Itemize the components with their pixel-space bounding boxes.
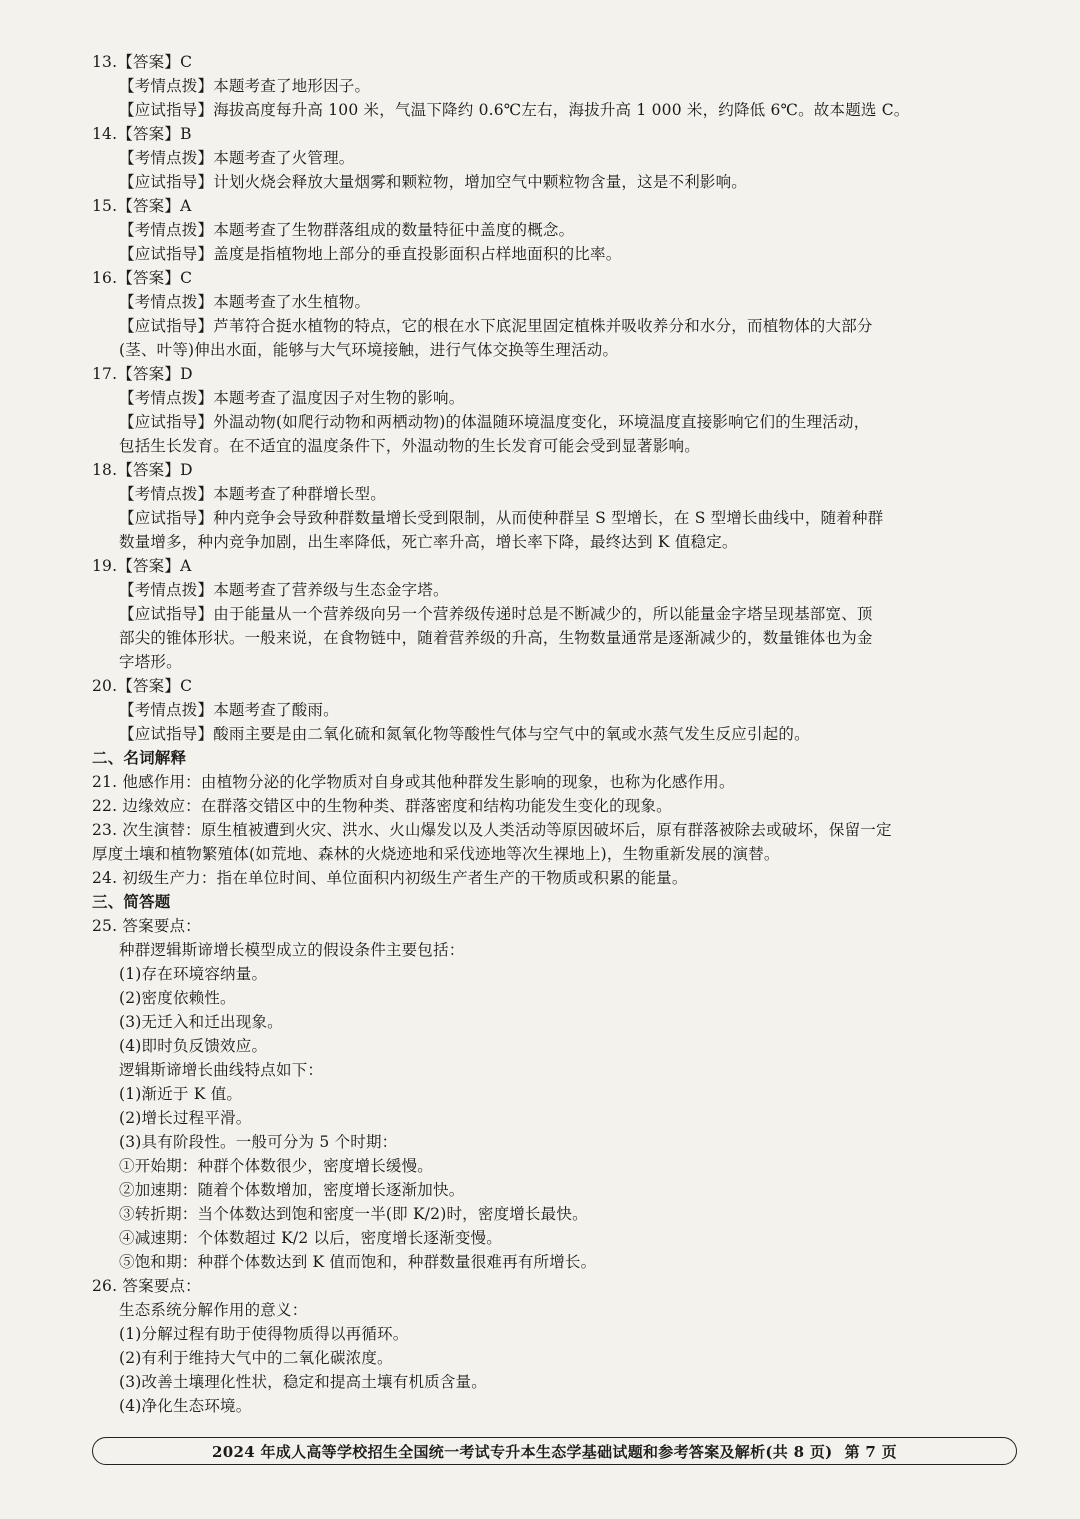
item-17-point: 【考情点拨】本题考查了温度因子对生物的影响。 [119,389,465,407]
q25-line: (2)增长过程平滑。 [119,1109,252,1127]
page-footer [92,1437,1017,1465]
q25-line: ②加速期：随着个体数增加，密度增长逐渐加快。 [119,1181,465,1199]
item-18-guide-line1: 【应试指导】种内竞争会导致种群数量增长受到限制，从而使种群呈 S 型增长，在 S 型增长曲线中，随着种群 [119,509,884,527]
item-19-guide-line1: 【应试指导】由于能量从一个营养级向另一个营养级传递时总是不断减少的，所以能量金字塔呈现基部宽、顶 [119,605,873,623]
footer-title: 2024 年成人高等学校招生全国统一考试专升本生态学基础试题和参考答案及解析(共 8 页) [212,1442,833,1461]
term-24: 24. 初级生产力：指在单位时间、单位面积内初级生产者生产的干物质或积累的能量。 [92,869,688,887]
q26-head: 26. 答案要点： [92,1277,201,1295]
item-15-point: 【考情点拨】本题考查了生物群落组成的数量特征中盖度的概念。 [119,221,575,239]
answer-content [92,50,1037,1418]
item-18-answer: 18.【答案】D [92,461,193,479]
q25-line: 逻辑斯谛增长曲线特点如下： [119,1061,324,1079]
item-19-guide-line3: 字塔形。 [119,653,182,671]
item-14-guide: 【应试指导】计划火烧会释放大量烟雾和颗粒物，增加空气中颗粒物含量，这是不利影响。 [119,173,748,191]
q25-line: (3)具有阶段性。一般可分为 5 个时期： [119,1133,398,1151]
q25-line: (2)密度依赖性。 [119,989,236,1007]
item-20-answer: 20.【答案】C [92,677,193,695]
q26-line: (1)分解过程有助于使得物质得以再循环。 [119,1325,409,1343]
q26-line: (3)改善土壤理化性状，稳定和提高土壤有机质含量。 [119,1373,487,1391]
q25-line: ①开始期：种群个体数很少，密度增长缓慢。 [119,1157,434,1175]
q25-line: (1)渐近于 K 值。 [119,1085,243,1103]
q25-line: ③转折期：当个体数达到饱和密度一半(即 K/2)时，密度增长最快。 [119,1205,588,1223]
item-14-point: 【考情点拨】本题考查了火管理。 [119,149,355,167]
item-18-guide-line2: 数量增多，种内竞争加剧，出生率降低，死亡率升高，增长率下降，最终达到 K 值稳定。 [119,533,738,551]
q25-line: 种群逻辑斯谛增长模型成立的假设条件主要包括： [119,941,465,959]
section-2-title: 二、名词解释 [92,748,187,767]
item-17-guide-line1: 【应试指导】外温动物(如爬行动物和两栖动物)的体温随环境温度变化，环境温度直接影响它们的生理活动， [119,413,870,431]
q26-line: (2)有利于维持大气中的二氧化碳浓度。 [119,1349,393,1367]
term-22: 22. 边缘效应：在群落交错区中的生物种类、群落密度和结构功能发生变化的现象。 [92,797,672,815]
item-15-answer: 15.【答案】A [92,197,192,215]
item-20-guide: 【应试指导】酸雨主要是由二氧化硫和氮氧化物等酸性气体与空气中的氧或水蒸气发生反应引起的。 [119,725,810,743]
item-14-answer: 14.【答案】B [92,125,192,143]
item-16-answer: 16.【答案】C [92,269,193,287]
item-20-point: 【考情点拨】本题考查了酸雨。 [119,701,339,719]
term-21: 21. 他感作用：由植物分泌的化学物质对自身或其他种群发生影响的现象，也称为化感作用。 [92,773,735,791]
item-16-guide-line2: (茎、叶等)伸出水面，能够与大气环境接触，进行气体交换等生理活动。 [119,341,619,359]
q25-line: ⑤饱和期：种群个体数达到 K 值而饱和，种群数量很难再有所增长。 [119,1253,597,1271]
item-19-answer: 19.【答案】A [92,557,192,575]
item-18-point: 【考情点拨】本题考查了种群增长型。 [119,485,386,503]
q25-head: 25. 答案要点： [92,917,201,935]
item-19-guide-line2: 部尖的锥体形状。一般来说，在食物链中，随着营养级的升高，生物数量通常是逐渐减少的，数量锥体也为金 [119,629,873,647]
q26-line: (4)净化生态环境。 [119,1397,252,1415]
footer-page-number: 第 7 页 [844,1442,897,1461]
q25-line: (4)即时负反馈效应。 [119,1037,268,1055]
term-23-line2: 厚度土壤和植物繁殖体(如荒地、森林的火烧迹地和采伐迹地等次生裸地上)，生物重新发展的演替。 [92,845,780,863]
item-16-point: 【考情点拨】本题考查了水生植物。 [119,293,371,311]
item-13-answer: 13.【答案】C [92,53,193,71]
item-19-point: 【考情点拨】本题考查了营养级与生态金字塔。 [119,581,449,599]
item-15-guide: 【应试指导】盖度是指植物地上部分的垂直投影面积占样地面积的比率。 [119,245,622,263]
item-17-guide-line2: 包括生长发育。在不适宜的温度条件下，外温动物的生长发育可能会受到显著影响。 [119,437,700,455]
term-23-line1: 23. 次生演替：原生植被遭到火灾、洪水、火山爆发以及人类活动等原因破坏后，原有群落被除去或破坏，保留一定 [92,821,892,839]
q25-line: (1)存在环境容纳量。 [119,965,268,983]
q25-line: ④减速期：个体数超过 K/2 以后，密度增长逐渐变慢。 [119,1229,502,1247]
item-16-guide-line1: 【应试指导】芦苇符合挺水植物的特点，它的根在水下底泥里固定植株并吸收养分和水分，而植物体的大部分 [119,317,873,335]
item-13-point: 【考情点拨】本题考查了地形因子。 [119,77,371,95]
q26-line: 生态系统分解作用的意义： [119,1301,308,1319]
section-3-title: 三、简答题 [92,892,171,911]
q25-line: (3)无迁入和迁出现象。 [119,1013,283,1031]
item-13-guide: 【应试指导】海拔高度每升高 100 米，气温下降约 0.6℃左右，海拔升高 1 000 米，约降低 6℃。故本题选 C。 [119,101,910,119]
item-17-answer: 17.【答案】D [92,365,193,383]
